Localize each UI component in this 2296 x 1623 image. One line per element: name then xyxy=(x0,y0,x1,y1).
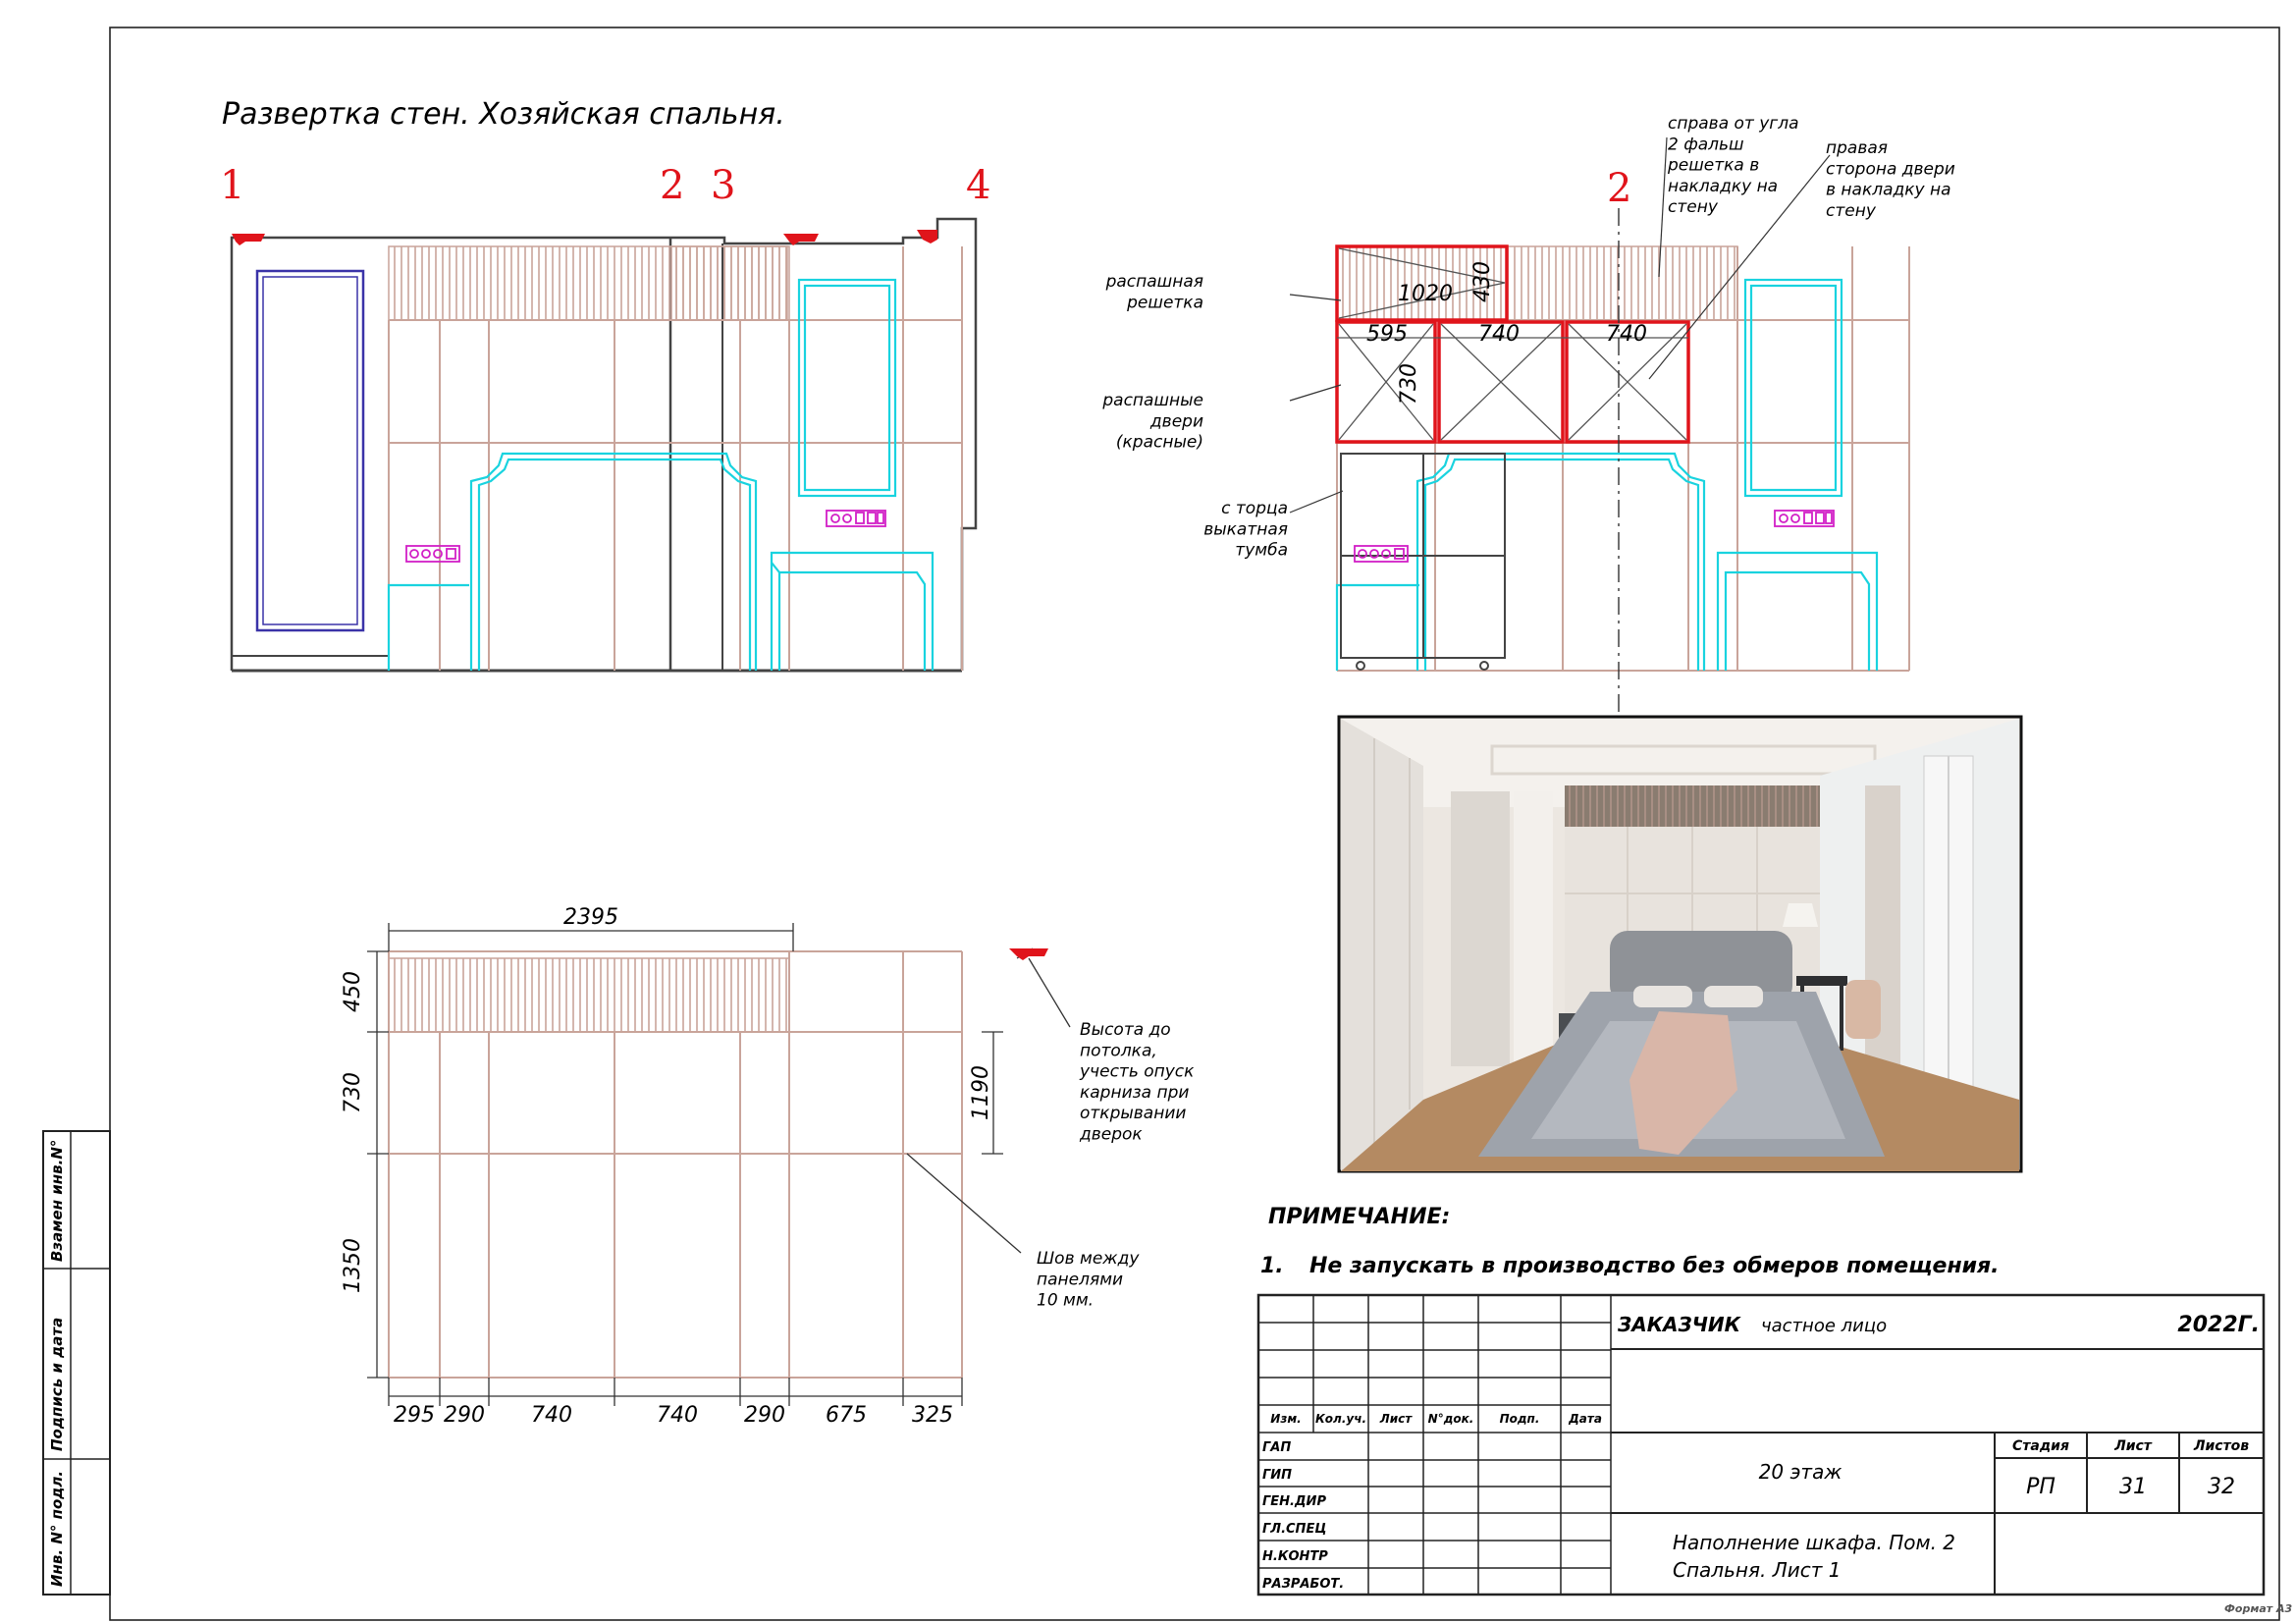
bedroom-render xyxy=(1339,717,2021,1171)
dim-width-3: 740 xyxy=(531,1403,572,1428)
dim-width-6: 675 xyxy=(826,1403,867,1428)
col-header-sign: Подп. xyxy=(1499,1412,1540,1426)
sheet-title-line1: Наполнение шкафа. Пом. 2 xyxy=(1673,1531,1956,1554)
role-n-kontr: Н.КОНТР xyxy=(1262,1549,1328,1564)
col-header-kol: Кол.уч. xyxy=(1314,1412,1367,1426)
callout-swing-grille: распашная решетка xyxy=(1105,272,1203,313)
dim-door-width-1: 595 xyxy=(1366,322,1408,347)
dim-height-grille: 450 xyxy=(341,971,365,1012)
customer-label: ЗАКАЗЧИК xyxy=(1618,1313,1740,1336)
sheet-label: Лист xyxy=(2114,1438,2152,1454)
format-label: Формат А3 xyxy=(2224,1602,2293,1615)
dim-grille-height: 430 xyxy=(1470,261,1495,302)
sheet-value: 31 xyxy=(2119,1475,2147,1499)
callout-door-right: правая сторона двери в накладку на стену xyxy=(1826,138,1955,221)
callout-corner-right: справа от угла 2 фальш решетка в накладку на стену xyxy=(1668,114,1799,217)
role-razrabot: РАЗРАБОТ. xyxy=(1262,1577,1345,1592)
note-text: Не запускать в производство без обмеров помещения. xyxy=(1309,1254,2000,1278)
stage-value: РП xyxy=(2026,1475,2056,1499)
note-number: 1. xyxy=(1260,1254,1284,1278)
role-gl-spec: ГЛ.СПЕЦ xyxy=(1262,1522,1327,1537)
wall-marker-1: 1 xyxy=(220,163,245,208)
wall-elevation-dimensioned xyxy=(341,905,1070,1428)
left-strip xyxy=(43,1131,110,1595)
wall-marker-2: 2 xyxy=(660,163,685,208)
year: 2022Г. xyxy=(2177,1313,2260,1337)
role-gap: ГАП xyxy=(1262,1440,1292,1455)
sheet-title: Развертка стен. Хозяйская спальня. xyxy=(222,97,785,132)
role-gip: ГИП xyxy=(1262,1468,1293,1483)
callout-roll-cabinet: с торца выкатная тумба xyxy=(1203,499,1288,561)
dim-door-width-3: 740 xyxy=(1606,322,1647,347)
strip-field-inv: Инв. N° подл. xyxy=(48,1470,66,1587)
col-header-izm: Изм. xyxy=(1270,1412,1302,1426)
dim-door-height: 730 xyxy=(1397,363,1421,405)
sheets-value: 32 xyxy=(2208,1475,2235,1499)
dim-width-2: 290 xyxy=(444,1403,485,1428)
dim-width-5: 290 xyxy=(744,1403,785,1428)
wall-marker-3: 3 xyxy=(711,163,736,208)
dim-width-4: 740 xyxy=(657,1403,698,1428)
note-heading: ПРИМЕЧАНИЕ: xyxy=(1268,1205,1451,1229)
wall-elevation-left xyxy=(232,219,976,671)
wall-marker-4: 4 xyxy=(966,163,991,208)
dim-grille-width: 1020 xyxy=(1398,282,1453,306)
col-header-doc: N°док. xyxy=(1427,1412,1474,1426)
callout-ceiling-height: Высота до потолка, учесть опуск карниза при открывании дверок xyxy=(1080,1020,1195,1145)
col-header-date: Дата xyxy=(1569,1412,1602,1426)
strip-field-replace: Взамен инв.N° xyxy=(48,1139,66,1262)
object-name: 20 этаж xyxy=(1758,1460,1842,1484)
dim-width-1: 295 xyxy=(394,1403,435,1428)
callout-swing-doors: распашные двери (красные) xyxy=(1102,391,1203,453)
col-header-list: Лист xyxy=(1379,1412,1413,1426)
wall-markers xyxy=(220,163,990,208)
sheet-title-line2: Спальня. Лист 1 xyxy=(1673,1558,1842,1582)
dim-height-upper: 730 xyxy=(341,1072,365,1113)
strip-field-sign-date: Подпись и дата xyxy=(48,1317,66,1451)
dim-door-width-2: 740 xyxy=(1478,322,1520,347)
dim-height-lower: 1350 xyxy=(341,1238,365,1293)
stage-label: Стадия xyxy=(2012,1438,2069,1454)
dim-width-7: 325 xyxy=(912,1403,953,1428)
customer-value: частное лицо xyxy=(1761,1316,1888,1336)
sheets-label: Листов xyxy=(2193,1438,2250,1454)
dim-total-width: 2395 xyxy=(563,905,618,930)
callout-panel-seam: Шов между панелями 10 мм. xyxy=(1037,1249,1140,1311)
title-block-text xyxy=(1262,1313,2260,1592)
dim-height-right: 1190 xyxy=(969,1065,993,1120)
section-marker: 2 xyxy=(1607,166,1632,211)
role-gen-dir: ГЕН.ДИР xyxy=(1262,1494,1326,1509)
